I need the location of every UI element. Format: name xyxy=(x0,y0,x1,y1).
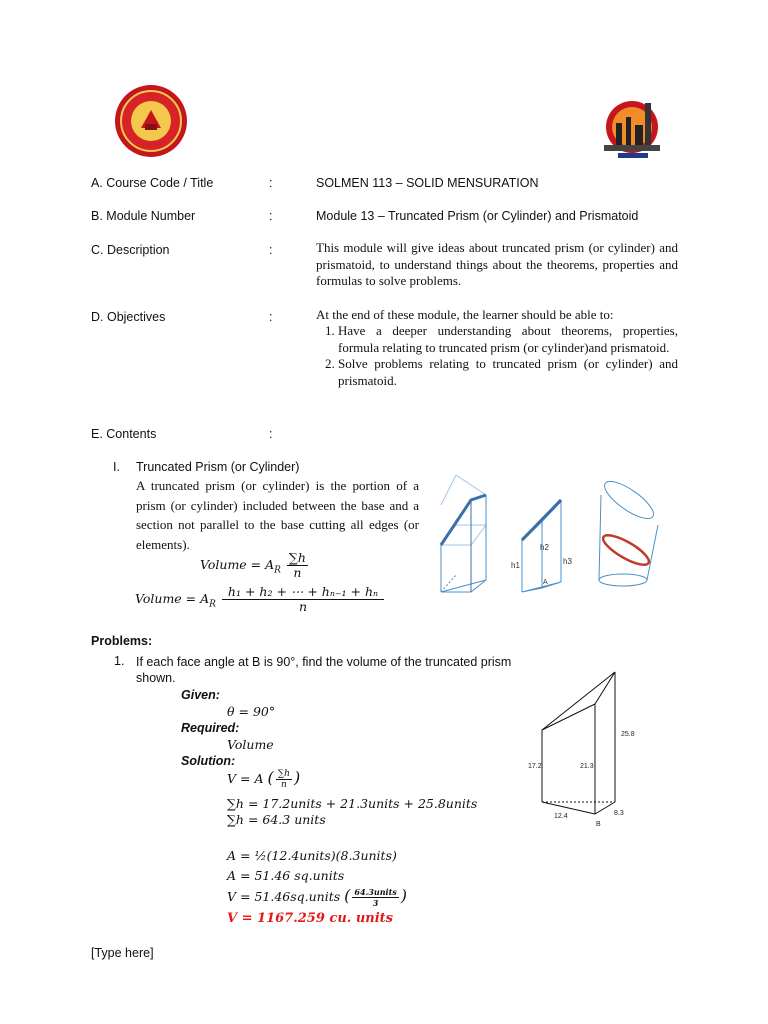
module-number-value: Module 13 – Truncated Prism (or Cylinder) and Prismatoid xyxy=(316,209,639,223)
truncated-prism-problem-figure xyxy=(520,664,670,830)
objectives-label: D. Objectives xyxy=(91,310,166,324)
label-h2: h2 xyxy=(540,543,549,552)
label-21-3: 21.3 xyxy=(580,763,594,770)
section-title: Truncated Prism (or Cylinder) xyxy=(136,460,300,474)
objective-item: 2. Solve problems relating to truncated prism (or cylinder) and prismatoid. xyxy=(338,356,678,389)
label-17-2: 17.2 xyxy=(528,763,542,770)
problems-heading: Problems: xyxy=(91,634,153,648)
objectives-list xyxy=(316,323,678,389)
objectives-colon: : xyxy=(269,310,273,324)
university-seal-logo xyxy=(114,84,188,158)
label-A: A xyxy=(543,579,548,586)
description-value: This module will give ideas about truncated prism (or cylinder) and prismatoid, to understand things about the theorems, properties and formulas to solve problems. xyxy=(316,240,678,288)
final-answer: V = 1167.259 cu. units xyxy=(227,911,393,926)
section-definition: A truncated prism (or cylinder) is the portion of a prism (or cylinder) included between the base and a section not parallel to the base cutting all edges (or elements). xyxy=(136,478,419,552)
description-colon: : xyxy=(269,243,273,257)
formula-2: Volume = $A_R$ $\frac{\text{h₁ + h₂ + ⋯ + hₙ₋₁ + hₙ}}{n}$ xyxy=(135,585,386,614)
given-label: Given: xyxy=(181,688,220,702)
sum-h-total: ∑h = 64.3 units xyxy=(227,812,326,827)
label-h1: h1 xyxy=(511,561,520,570)
sum-h-line: ∑h = 17.2units + 21.3units + 25.8units xyxy=(227,796,478,811)
label-B: B xyxy=(596,821,601,828)
label-25-8: 25.8 xyxy=(621,731,635,738)
area-value: A = 51.46 sq.units xyxy=(227,868,345,883)
objectives-intro: At the end of these module, the learner should be able to: xyxy=(316,307,614,322)
objective-item: 1. Have a deeper understanding about theorems, properties, formula relating to truncated prism (or cylinder)and prismatoid. xyxy=(338,323,678,356)
module-number-colon: : xyxy=(269,209,273,223)
given-value: θ = 90° xyxy=(227,704,276,719)
problem-text: If each face angle at B is 90°, find the volume of the truncated prism shown. xyxy=(136,655,512,685)
section-numeral: I. xyxy=(113,460,120,474)
label-8-3: 8.3 xyxy=(614,810,624,817)
module-number-label: B. Module Number xyxy=(91,209,196,223)
required-value: Volume xyxy=(227,737,274,752)
truncated-solids-figure xyxy=(436,470,672,600)
problem-number: 1. xyxy=(114,654,125,668)
course-code-colon: : xyxy=(269,176,273,190)
course-code-label: A. Course Code / Title xyxy=(91,176,214,190)
college-logo xyxy=(596,97,666,161)
description-label: C. Description xyxy=(91,243,170,257)
contents-label: E. Contents xyxy=(91,427,157,441)
area-formula: A = ½(12.4units)(8.3units) xyxy=(227,848,397,863)
footer-placeholder: [Type here] xyxy=(91,946,154,960)
required-label: Required: xyxy=(181,721,240,735)
label-h3: h3 xyxy=(563,557,572,566)
contents-colon: : xyxy=(269,427,273,441)
label-12-4: 12.4 xyxy=(554,813,568,820)
formula-1: Volume = $A_R$ $\frac{\sum h}{n}$ xyxy=(200,550,306,580)
course-code-value: SOLMEN 113 – SOLID MENSURATION xyxy=(316,176,539,190)
volume-formula: V = A ( $\frac{\sum h}{n}$ ) xyxy=(227,768,301,790)
solution-label: Solution: xyxy=(181,754,236,768)
volume-calc: V = 51.46sq.units ( $\frac{\text{64.3units}}{3}$ ) xyxy=(227,886,408,908)
